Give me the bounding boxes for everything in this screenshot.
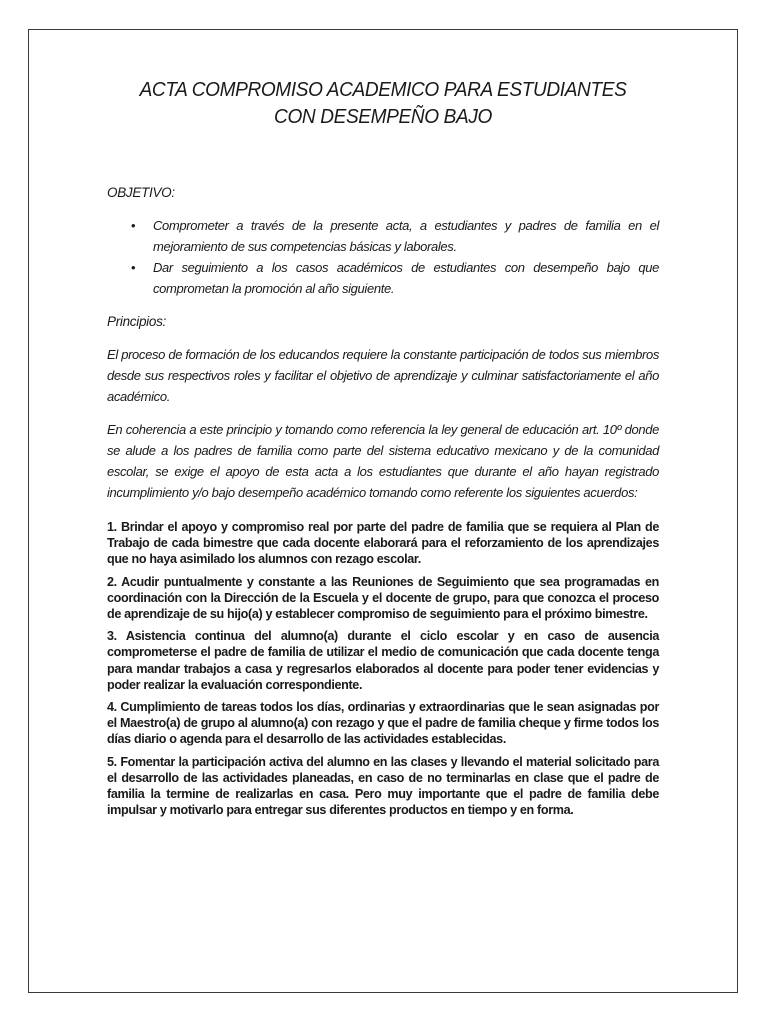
objective-label: OBJETIVO: bbox=[107, 185, 175, 200]
document-page bbox=[28, 29, 738, 993]
agreements-list bbox=[107, 519, 659, 818]
paragraph: El proceso de formación de los educandos requiere la constante participación de todos sus miembros desde sus respectivos roles y facilitar el objetivo de aprendizaje y culminar satisfactoriamente el año académico. bbox=[107, 347, 659, 404]
list-item bbox=[131, 215, 659, 257]
bullet-icon: • bbox=[131, 260, 136, 275]
document-content bbox=[107, 76, 659, 824]
agreement-item: 1. Brindar el apoyo y compromiso real por parte del padre de familia que se requiera al Plan de Trabajo de cada bimestre que cada docente elaborará para el reforzamiento de los aprendizajes que no haya asimilado los alumnos con rezago escolar. bbox=[107, 520, 659, 567]
document-title: ACTA COMPROMISO ACADEMICO PARA ESTUDIANTES CON DESEMPEÑO BAJO bbox=[139, 78, 627, 128]
principles-label: Principios: bbox=[107, 314, 166, 329]
objective-text: Comprometer a través de la presente acta, a estudiantes y padres de familia en el mejoramiento de sus competencias básicas y laborales. bbox=[153, 218, 659, 254]
paragraph: En coherencia a este principio y tomando como referencia la ley general de educación art. 10º donde se alude a los padres de familia como parte del sistema educativo mexicano y de la comunidad escolar, se exige el apoyo de esta acta a los estudiantes que durante el año hayan registrado incumplimiento y/o bajo desempeño académico tomando como referente los siguientes acuerdos: bbox=[107, 422, 659, 500]
agreement-item: 4. Cumplimiento de tareas todos los días, ordinarias y extraordinarias que le sean asignadas por el Maestro(a) de grupo al alumno(a) con rezago y que el padre de familia cheque y firme todos los días diario o agenda para el desarrollo de las actividades establecidas. bbox=[107, 700, 659, 747]
bullet-icon: • bbox=[131, 218, 136, 233]
agreement-item: 2. Acudir puntualmente y constante a las Reuniones de Seguimiento que sea programadas en coordinación con la Dirección de la Escuela y el docente de grupo, para que conozca el proceso de aprendizaje de su hijo(a) y establecer compromiso de seguimiento para el próximo bimestre. bbox=[107, 574, 659, 622]
objective-text: Dar seguimiento a los casos académicos de estudiantes con desempeño bajo que comprometan la promoción al año siguiente. bbox=[153, 260, 659, 296]
objectives-list bbox=[107, 215, 659, 299]
list-item bbox=[131, 257, 659, 299]
agreement-item: 3. Asistencia continua del alumno(a) durante el ciclo escolar y en caso de ausencia comprometerse el padre de familia de utilizar el medio de comunicación que cada docente tenga para mandar trabajos a casa y regresarlos elaborados al docente para poder tener evidencias y poder realizar la evaluación correspondiente. bbox=[107, 629, 659, 692]
agreement-item: 5. Fomentar la participación activa del alumno en las clases y llevando el material solicitado para el desarrollo de las actividades planeadas, en caso de no terminarlas en clase que el padre de familia la termine de realizarlas en casa. Pero muy importante que el padre de familia debe impulsar y motivarlo para entregar sus diferentes productos en tiempo y en forma. bbox=[107, 754, 659, 818]
